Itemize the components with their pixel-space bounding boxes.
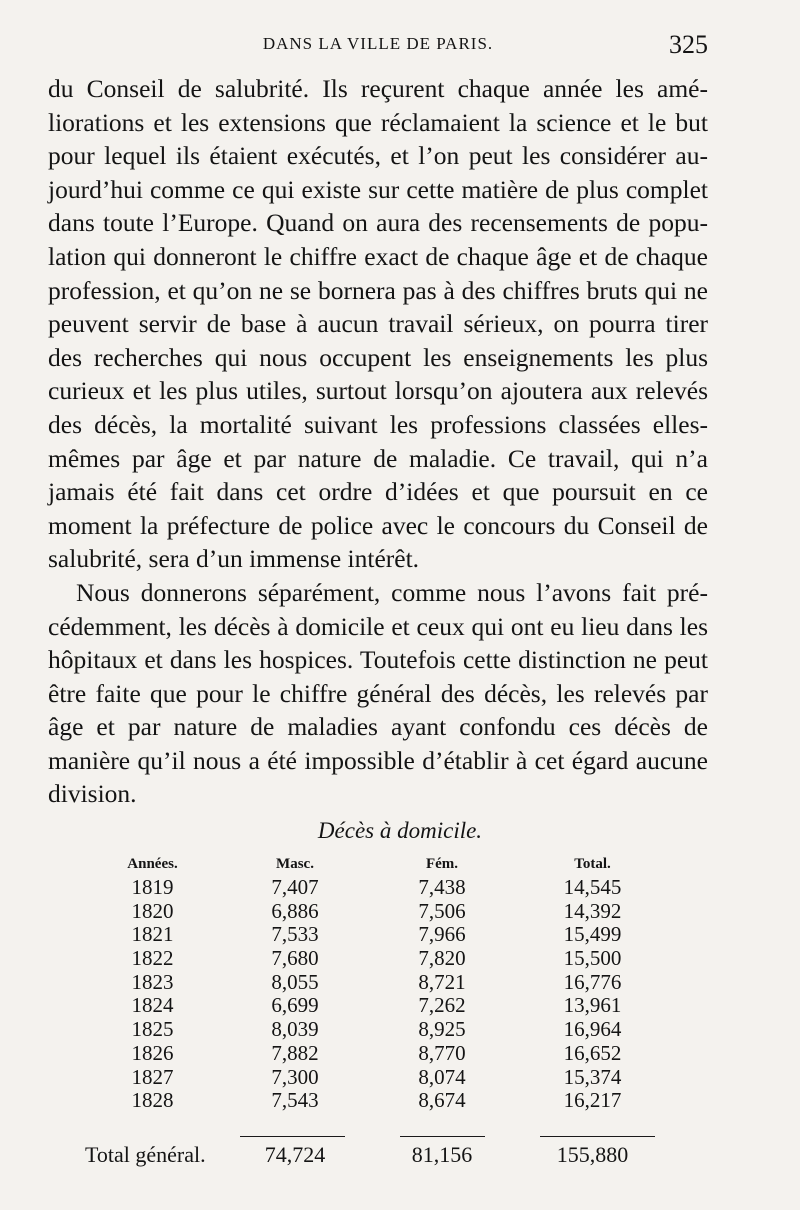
cell-fem: 7,262 bbox=[418, 993, 466, 1018]
cell-total: 15,500 bbox=[563, 946, 622, 971]
header-total: Total. bbox=[574, 856, 611, 872]
sum-rule-masc bbox=[240, 1136, 345, 1137]
cell-total: 14,545 bbox=[563, 875, 622, 899]
cell-masc: 8,055 bbox=[271, 969, 319, 994]
table-body bbox=[0, 876, 800, 1113]
table-row bbox=[0, 1042, 800, 1066]
cell-year: 1821 bbox=[131, 922, 174, 947]
cell-total: 15,374 bbox=[563, 1064, 622, 1089]
total-row bbox=[0, 1140, 800, 1170]
cell-fem: 7,506 bbox=[418, 898, 466, 923]
cell-year: 1828 bbox=[131, 1088, 174, 1113]
cell-year: 1819 bbox=[131, 875, 174, 899]
total-masc: 74,724 bbox=[264, 1142, 326, 1167]
running-head bbox=[48, 30, 708, 62]
sum-rule-total bbox=[540, 1136, 655, 1137]
cell-total: 16,776 bbox=[563, 969, 622, 994]
cell-masc: 6,699 bbox=[271, 993, 319, 1018]
cell-masc: 6,886 bbox=[271, 898, 319, 923]
cell-total: 14,392 bbox=[563, 898, 622, 923]
cell-fem: 7,820 bbox=[418, 946, 466, 971]
page-number: 325 bbox=[669, 30, 708, 59]
cell-total: 16,217 bbox=[563, 1088, 622, 1113]
sum-rule-fem bbox=[400, 1136, 485, 1137]
header-masc: Masc. bbox=[276, 856, 314, 872]
cell-masc: 7,533 bbox=[271, 922, 319, 947]
cell-fem: 8,074 bbox=[418, 1064, 466, 1089]
table-header-row bbox=[0, 856, 800, 878]
cell-masc: 7,407 bbox=[271, 875, 319, 899]
cell-year: 1824 bbox=[131, 993, 174, 1018]
total-total: 155,880 bbox=[556, 1142, 629, 1167]
cell-fem: 8,721 bbox=[418, 969, 466, 994]
cell-fem: 8,674 bbox=[418, 1088, 466, 1113]
table-row bbox=[0, 947, 800, 971]
table-row bbox=[0, 1089, 800, 1113]
cell-masc: 7,882 bbox=[271, 1040, 319, 1065]
cell-year: 1825 bbox=[131, 1017, 174, 1042]
cell-total: 16,964 bbox=[563, 1017, 622, 1042]
total-fem: 81,156 bbox=[411, 1142, 473, 1167]
cell-total: 16,652 bbox=[563, 1040, 622, 1065]
table-title: Décès à domicile. bbox=[317, 818, 483, 843]
header-fem: Fém. bbox=[425, 856, 459, 872]
table-row bbox=[0, 923, 800, 947]
table-row bbox=[0, 1018, 800, 1042]
cell-masc: 7,543 bbox=[271, 1088, 319, 1113]
table-row bbox=[0, 1066, 800, 1090]
cell-year: 1823 bbox=[131, 969, 174, 994]
cell-fem: 7,438 bbox=[418, 875, 466, 899]
cell-total: 13,961 bbox=[563, 993, 622, 1018]
running-title: DANS LA VILLE DE PARIS. bbox=[262, 34, 494, 53]
total-label: Total général. bbox=[85, 1142, 206, 1167]
cell-year: 1826 bbox=[131, 1040, 174, 1065]
cell-total: 15,499 bbox=[563, 922, 622, 947]
cell-fem: 8,925 bbox=[418, 1017, 466, 1042]
table-row bbox=[0, 994, 800, 1018]
cell-masc: 7,680 bbox=[271, 946, 319, 971]
paragraph-2: Nous donnerons séparément, comme nous l’avons fait précédemment, les décès à domicile et ceux qui ont eu lieu dans les hôpitaux et dans les hospices. Toutefois cette distinction ne peut être faite que pour le chiffre général des décès, les relevés par âge et par nature de maladies ayant confondu ces décès de manière qu’il nous a été impossible d’établir à cet égard aucune division. bbox=[48, 577, 708, 809]
cell-masc: 8,039 bbox=[271, 1017, 319, 1042]
table-row bbox=[0, 971, 800, 995]
header-years: Années. bbox=[127, 856, 178, 872]
cell-masc: 7,300 bbox=[271, 1064, 319, 1089]
cell-fem: 8,770 bbox=[418, 1040, 466, 1065]
cell-year: 1822 bbox=[131, 946, 174, 971]
cell-year: 1820 bbox=[131, 898, 174, 923]
table-row bbox=[0, 900, 800, 924]
cell-fem: 7,966 bbox=[418, 922, 466, 947]
body-text bbox=[48, 72, 708, 811]
paragraph-1: du Conseil de salubrité. Ils reçurent chaque année les améliorations et les extensions que réclamaient la science et le but pour lequel ils étaient exécutés, et l’on peut les considérer aujourd’hui comme ce qui existe sur cette matière de plus complet dans toute l’Europe. Quand on aura des recensements de population qui donneront le chiffre exact de chaque âge et de chaque profession, et qu’on ne se bornera pas à des chiffres bruts qui ne peuvent servir de base à aucun travail sérieux, on pourra tirer des recherches qui nous occupent les enseignements les plus curieux et les plus utiles, surtout lorsqu’on ajoutera aux relevés des décès, la mortalité suivant les professions classées elles-mêmes par âge et par nature de maladie. Ce travail, qui n’a jamais été fait dans cet ordre d’idées et que poursuit en ce moment la préfecture de police avec le concours du Conseil de salubrité, sera d’un immense intérêt. bbox=[48, 74, 708, 574]
table-row bbox=[0, 876, 800, 900]
cell-year: 1827 bbox=[131, 1064, 174, 1089]
